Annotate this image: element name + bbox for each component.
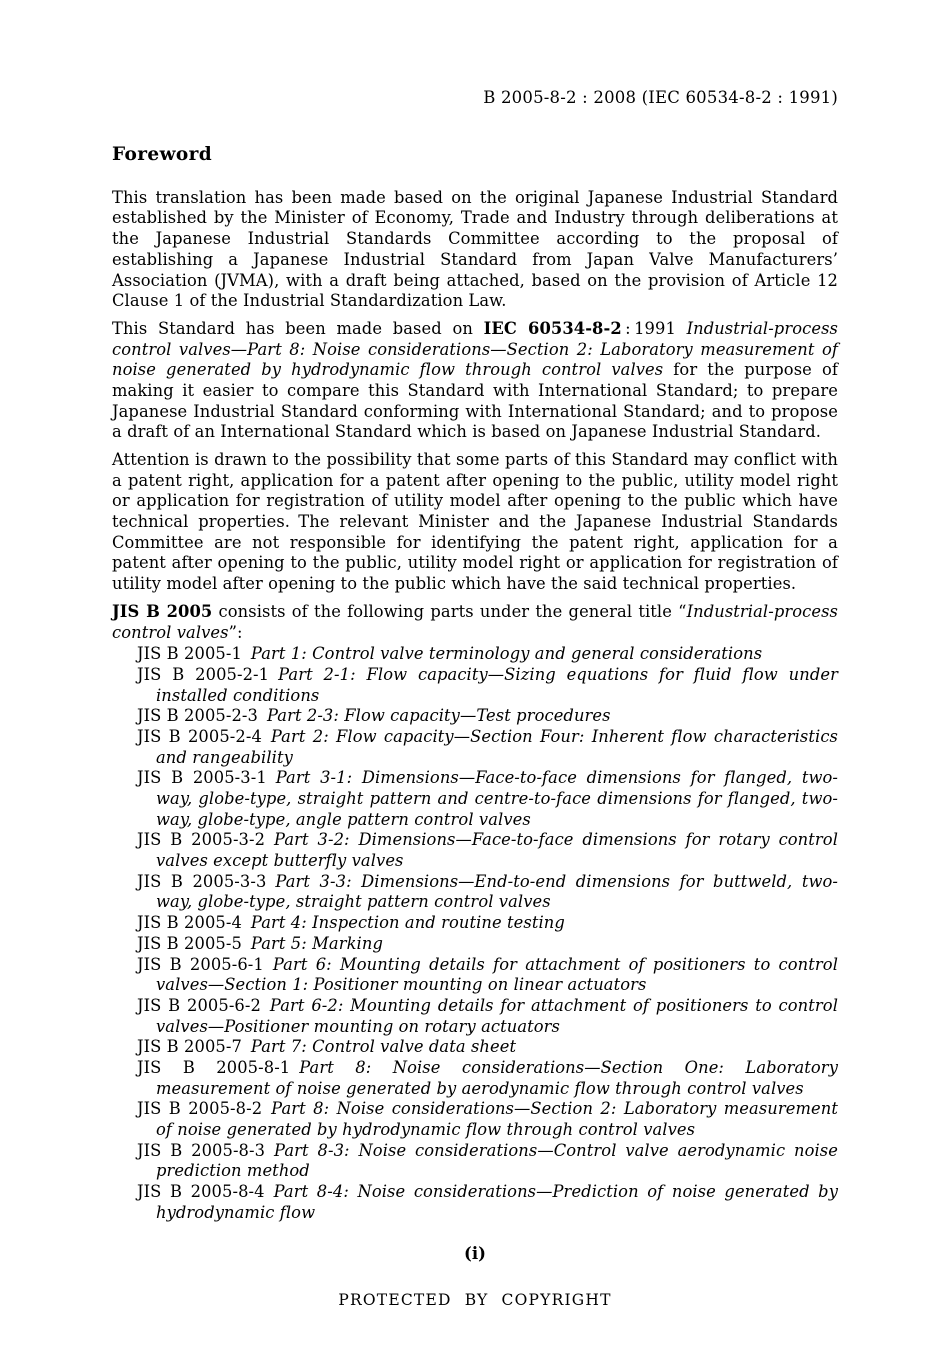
part-title: Part 6-2: Mounting details for attachment of positioners to control valves—Positioner mounting on rotary actuators — [156, 995, 838, 1036]
parts-list-item — [112, 644, 838, 665]
parts-list-item — [112, 1099, 838, 1140]
part-code: JIS B 2005-2-1 — [137, 664, 270, 684]
parts-list-item — [112, 872, 838, 913]
text-segment: Attention is drawn to the possibility that some parts of this Standard may conflict with a patent right, application for a patent after opening to the public, utility model right or application for registration of utility model after opening to the public which have technical properties. The relevant Minister and the Japanese Industrial Standards Committee are not responsible for identifying the patent right, application for a patent after opening to the public, utility model right or application for registration of utility model after opening to the public which have the said technical properties. — [112, 450, 838, 594]
parts-list-item — [112, 996, 838, 1037]
part-title: Part 1: Control valve terminology and general considerations — [250, 644, 763, 664]
parts-list-item — [112, 1182, 838, 1223]
paragraph-patent-attention — [112, 450, 838, 595]
parts-list-item — [112, 1141, 838, 1182]
text-segment: IEC 60534-8-2 — [483, 318, 622, 338]
text-segment: JIS B 2005 — [112, 601, 213, 621]
part-code: JIS B 2005-8-4 — [137, 1182, 265, 1202]
copyright-notice: PROTECTED BY COPYRIGHT — [338, 1291, 612, 1309]
part-code: JIS B 2005-2-4 — [137, 726, 262, 746]
part-code: JIS B 2005-8-2 — [137, 1099, 263, 1119]
paragraph-parts-intro — [112, 602, 838, 643]
text-segment: ”: — [228, 622, 243, 642]
part-title: Part 8-3: Noise considerations—Control valve aerodynamic noise prediction method — [156, 1140, 839, 1181]
text-segment: : 1991 — [621, 318, 687, 338]
parts-list-item — [112, 1037, 838, 1058]
part-title: Part 2-1: Flow capacity—Sizing equations for fluid flow under installed conditions — [156, 664, 838, 705]
part-title: Part 3-1: Dimensions—Face-to-face dimensions for flanged, two-way, globe-type, straight pattern and centre-to-face dimensions for flanged, two-way, globe-type, angle pattern control valves — [156, 768, 838, 829]
part-code: JIS B 2005-5 — [137, 933, 242, 953]
part-title: Part 3-2: Dimensions—Face-to-face dimensions for rotary control valves except butterfly valves — [156, 830, 839, 871]
part-code: JIS B 2005-1 — [137, 644, 242, 664]
parts-list-item — [112, 727, 838, 768]
part-title: Part 8-4: Noise considerations—Prediction of noise generated by hydrodynamic flow — [156, 1182, 838, 1222]
part-title: Part 8: Noise considerations—Section 2: Laboratory measurement of noise generated by hydrodynamic flow through control valves — [156, 1099, 839, 1140]
part-code: JIS B 2005-8-3 — [137, 1140, 266, 1160]
text-segment: Industrial-process control valves—Part 8: Noise considerations—Section 2: Laboratory measurement of noise generated by hydrodynamic flow through control valves — [112, 318, 838, 380]
part-title: Part 5: Marking — [250, 933, 383, 953]
parts-list-item — [112, 830, 838, 871]
running-header-standard-number: B 2005-8-2 : 2008 (IEC 60534-8-2 : 1991) — [483, 88, 838, 107]
part-code: JIS B 2005-3-3 — [137, 871, 267, 891]
parts-list-item — [112, 768, 838, 830]
part-title: Part 3-3: Dimensions—End-to-end dimensions for buttweld, two-way, globe-type, straight pattern control valves — [156, 871, 838, 912]
parts-list-item — [112, 1058, 838, 1099]
section-title-foreword: Foreword — [112, 143, 213, 165]
part-code: JIS B 2005-6-2 — [137, 995, 261, 1015]
parts-list-item — [112, 934, 838, 955]
part-code: JIS B 2005-2-3 — [137, 706, 258, 726]
part-title: Part 6: Mounting details for attachment of positioners to control valves—Section 1: Positioner mounting on linear actuators — [156, 954, 839, 995]
part-title: Part 2: Flow capacity—Section Four: Inherent flow characteristics and rangeability — [156, 726, 838, 767]
part-code: JIS B 2005-8-1 — [137, 1057, 291, 1077]
text-segment: Industrial-process control valves — [112, 601, 838, 642]
paragraph-iec-basis — [112, 319, 838, 443]
text-segment: for the purpose of making it easier to compare this Standard with International Standard; to prepare Japanese Industrial Standard conforming with International Standard; and to propose a draft of an International Standard which is based on Japanese Industrial Standard. — [112, 360, 838, 442]
part-code: JIS B 2005-6-1 — [137, 954, 264, 974]
part-title: Part 2-3: Flow capacity—Test procedures — [266, 706, 611, 726]
part-title: Part 7: Control valve data sheet — [250, 1037, 517, 1057]
part-code: JIS B 2005-7 — [137, 1037, 242, 1057]
parts-list-item — [112, 913, 838, 934]
part-code: JIS B 2005-4 — [137, 913, 242, 933]
page-number: (i) — [464, 1244, 486, 1264]
part-title: Part 4: Inspection and routine testing — [250, 913, 565, 933]
text-segment: consists of the following parts under the general title “ — [212, 601, 687, 621]
parts-list-item — [112, 955, 838, 996]
text-segment: This translation has been made based on the original Japanese Industrial Standard established by the Minister of Economy, Trade and Industry through deliberations at the Japanese Industrial Standards Committee according to the proposal of establishing a Japanese Industrial Standard from Japan Valve Manufacturers’ Association (JVMA), with a draft being attached, based on the provision of Article 12 Clause 1 of the Industrial Standardization Law. — [112, 187, 838, 311]
part-code: JIS B 2005-3-2 — [137, 830, 266, 850]
part-code: JIS B 2005-3-1 — [137, 768, 267, 788]
parts-list-item — [112, 706, 838, 727]
text-segment: This Standard has been made based on — [112, 318, 484, 338]
parts-list-item — [112, 665, 838, 706]
jis-parts-list — [112, 644, 838, 1223]
part-title: Part 8: Noise considerations—Section One: Laboratory measurement of noise generated by aerodynamic flow through control valves — [156, 1057, 838, 1098]
paragraph-translation-basis — [112, 188, 838, 312]
